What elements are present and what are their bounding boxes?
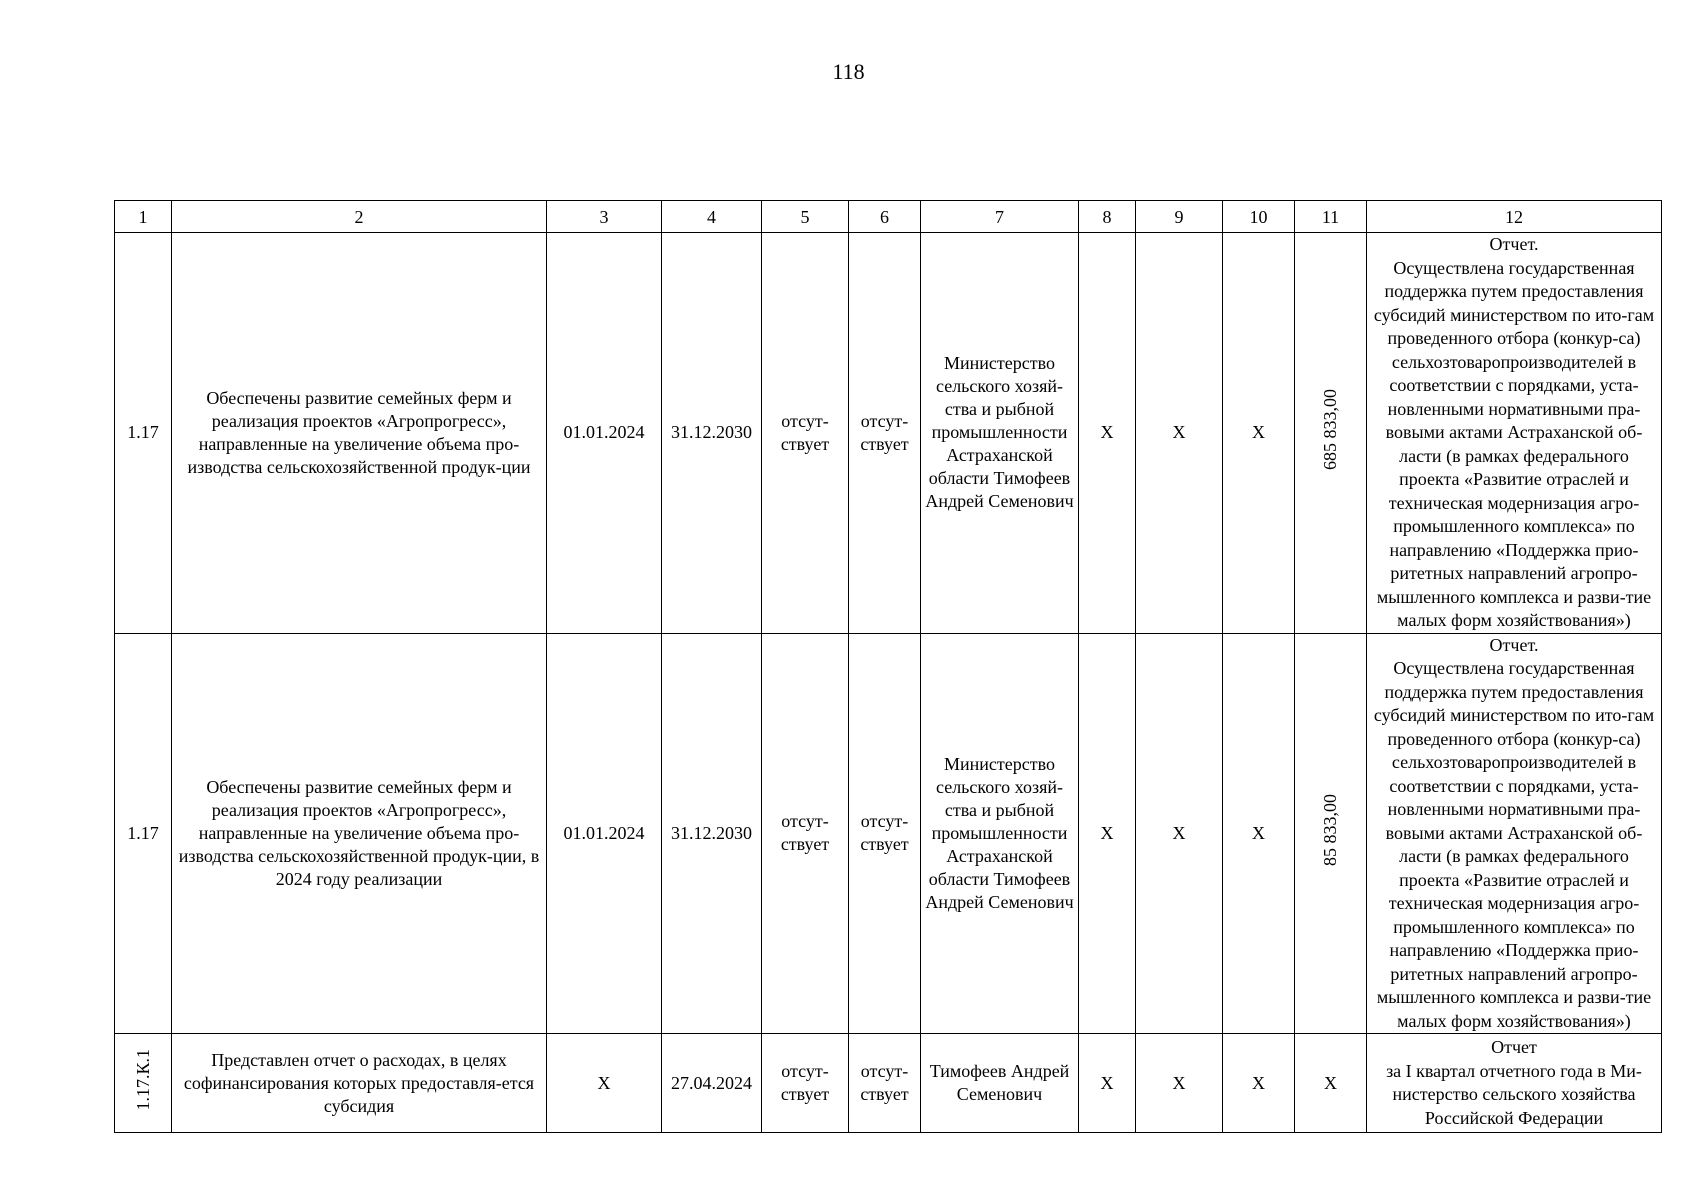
amount-cell	[1295, 233, 1367, 634]
start-date: X	[547, 1034, 662, 1133]
responsible: Министерство сельского хозяй-ства и рыбной промышленности Астраханской области Тимофеев Андрей Семенович	[921, 633, 1079, 1034]
col9-value: X	[1136, 633, 1223, 1034]
header-cell-7: 7	[921, 201, 1079, 233]
header-cell-4: 4	[662, 201, 762, 233]
col10-value: X	[1223, 1034, 1295, 1133]
row-description: Обеспечены развитие семейных ферм и реализация проектов «Агропрогресс», направленные на увеличение объема про-изводства сельскохозяйственной продук-ции, в 2024 году реализации	[172, 633, 547, 1034]
header-cell-10: 10	[1223, 201, 1295, 233]
row-description: Обеспечены развитие семейных ферм и реализация проектов «Агропрогресс», направленные на увеличение объема про-изводства сельскохозяйственной продук-ции	[172, 233, 547, 634]
amount-value: X	[1295, 1034, 1367, 1133]
end-date: 27.04.2024	[662, 1034, 762, 1133]
col5-value: отсут-ствует	[762, 633, 849, 1034]
header-cell-3: 3	[547, 201, 662, 233]
col6-value: отсут-ствует	[849, 233, 921, 634]
col8-value: X	[1079, 1034, 1136, 1133]
col10-value: X	[1223, 233, 1295, 634]
header-cell-2: 2	[172, 201, 547, 233]
header-cell-1: 1	[115, 201, 172, 233]
header-cell-12: 12	[1367, 201, 1662, 233]
table-row	[115, 233, 1662, 634]
report-table	[114, 200, 1662, 1133]
start-date: 01.01.2024	[547, 233, 662, 634]
header-cell-6: 6	[849, 201, 921, 233]
row-number-cell	[115, 1034, 172, 1133]
col8-value: X	[1079, 233, 1136, 634]
amount-value: 685 833,00	[1320, 389, 1340, 471]
header-cell-11: 11	[1295, 201, 1367, 233]
responsible: Министерство сельского хозяй-ства и рыбной промышленности Астраханской области Тимофеев Андрей Семенович	[921, 233, 1079, 634]
amount-value: 85 833,00	[1320, 794, 1340, 867]
responsible: Тимофеев Андрей Семенович	[921, 1034, 1079, 1133]
col5-value: отсут-ствует	[762, 233, 849, 634]
report-note: Отчет. Осуществлена государственная поддержка путем предоставления субсидий министерством по ито-гам проведенного отбора (конкур-са) сельхозтоваропроизводителей в соответствии с порядками, уста-новленными нормативными пра-вовыми актами Астраханской об-ласти (в рамках федерального проекта «Развитие отраслей и техническая модернизация агро-промышленного комплекса» по направлению «Поддержка прио-ритетных направлений агропро-мышленного комплекса и разви-тие малых форм хозяйствования»)	[1367, 633, 1662, 1034]
row-number: 1.17	[115, 633, 172, 1034]
report-note: Отчет за I квартал отчетного года в Ми-нистерство сельского хозяйства Российской Федерации	[1367, 1034, 1662, 1133]
end-date: 31.12.2030	[662, 233, 762, 634]
col10-value: X	[1223, 633, 1295, 1034]
row-number: 1.17.К.1	[132, 1049, 153, 1111]
end-date: 31.12.2030	[662, 633, 762, 1034]
col5-value: отсут-ствует	[762, 1034, 849, 1133]
row-description: Представлен отчет о расходах, в целях софинансирования которых предоставля-ется субсидия	[172, 1034, 547, 1133]
table-row	[115, 1034, 1662, 1133]
col6-value: отсут-ствует	[849, 633, 921, 1034]
start-date: 01.01.2024	[547, 633, 662, 1034]
header-cell-9: 9	[1136, 201, 1223, 233]
amount-cell	[1295, 633, 1367, 1034]
table-row	[115, 633, 1662, 1034]
col9-value: X	[1136, 233, 1223, 634]
col6-value: отсут-ствует	[849, 1034, 921, 1133]
header-cell-5: 5	[762, 201, 849, 233]
header-cell-8: 8	[1079, 201, 1136, 233]
row-number: 1.17	[115, 233, 172, 634]
report-note: Отчет. Осуществлена государственная поддержка путем предоставления субсидий министерством по ито-гам проведенного отбора (конкур-са) сельхозтоваропроизводителей в соответствии с порядками, уста-новленными нормативными пра-вовыми актами Астраханской об-ласти (в рамках федерального проекта «Развитие отраслей и техническая модернизация агро-промышленного комплекса» по направлению «Поддержка прио-ритетных направлений агропро-мышленного комплекса и разви-тие малых форм хозяйствования»)	[1367, 233, 1662, 634]
header-row	[115, 201, 1662, 233]
col9-value: X	[1136, 1034, 1223, 1133]
col8-value: X	[1079, 633, 1136, 1034]
page-number: 118	[832, 59, 865, 84]
